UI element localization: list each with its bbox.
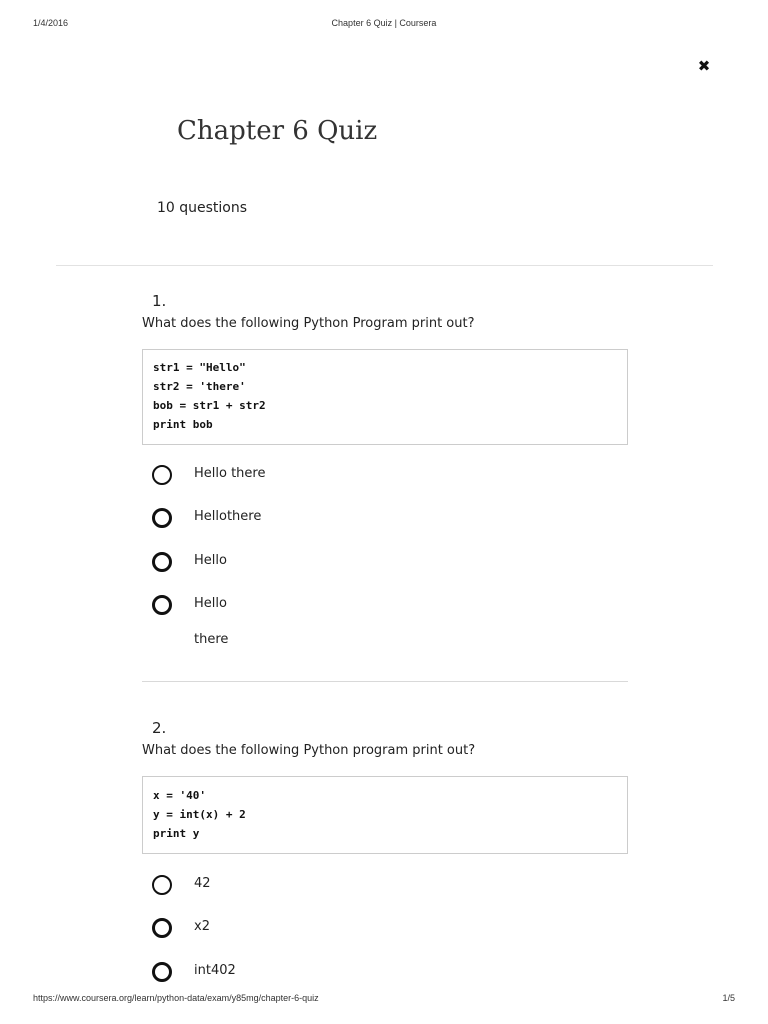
code-line: print y — [153, 827, 200, 840]
code-block — [142, 776, 628, 854]
code-line: bob = str1 + str2 — [153, 399, 266, 412]
answer-option-int402[interactable] — [152, 962, 612, 984]
radio-button[interactable] — [152, 508, 172, 528]
code-line: str2 = 'there' — [153, 380, 246, 393]
code-line: x = '40' — [153, 789, 206, 802]
print-page-number: 1/5 — [722, 993, 735, 1003]
close-icon: ✖ — [697, 57, 711, 75]
answer-option-x2[interactable] — [152, 918, 612, 940]
radio-button[interactable] — [152, 962, 172, 982]
print-date: 1/4/2016 — [33, 18, 69, 28]
radio-button[interactable] — [152, 918, 172, 938]
question-prompt: What does the following Python Program print out? — [142, 316, 475, 331]
option-label: Hellothere — [194, 509, 262, 524]
answer-option-hellothere[interactable] — [152, 508, 612, 530]
answer-option-42[interactable] — [152, 875, 612, 897]
question-2 — [142, 719, 628, 989]
code-line: print bob — [153, 418, 213, 431]
question-1 — [142, 292, 628, 662]
answer-option-hello-there[interactable] — [152, 465, 612, 487]
radio-button[interactable] — [152, 875, 172, 895]
question-count: 10 questions — [157, 200, 248, 216]
code-line: y = int(x) + 2 — [153, 808, 246, 821]
code-block — [142, 349, 628, 445]
option-label: 42 — [194, 876, 211, 891]
print-url: https://www.coursera.org/learn/python-data/exam/y85mg/chapter-6-quiz — [33, 993, 319, 1003]
radio-button[interactable] — [152, 552, 172, 572]
code-line: str1 = "Hello" — [153, 361, 246, 374]
question-divider — [142, 681, 628, 682]
question-number: 1. — [152, 292, 167, 310]
print-footer — [0, 993, 768, 1007]
answer-option-hello-newline-there[interactable] — [152, 595, 612, 653]
option-label: int402 — [194, 963, 236, 978]
option-label: Hello — [194, 553, 227, 568]
option-label: Hello — [194, 596, 227, 611]
option-label: x2 — [194, 919, 210, 934]
option-label: Hello there — [194, 466, 266, 481]
question-prompt: What does the following Python program print out? — [142, 743, 476, 758]
answer-option-hello[interactable] — [152, 552, 612, 574]
close-button[interactable] — [694, 56, 714, 76]
print-page-title: Chapter 6 Quiz | Coursera — [331, 18, 437, 28]
print-header — [0, 18, 768, 32]
header-divider — [56, 265, 713, 266]
question-number: 2. — [152, 719, 167, 737]
radio-button[interactable] — [152, 595, 172, 615]
quiz-title: Chapter 6 Quiz — [177, 116, 378, 146]
radio-button[interactable] — [152, 465, 172, 485]
option-label-line-2: there — [194, 632, 229, 647]
